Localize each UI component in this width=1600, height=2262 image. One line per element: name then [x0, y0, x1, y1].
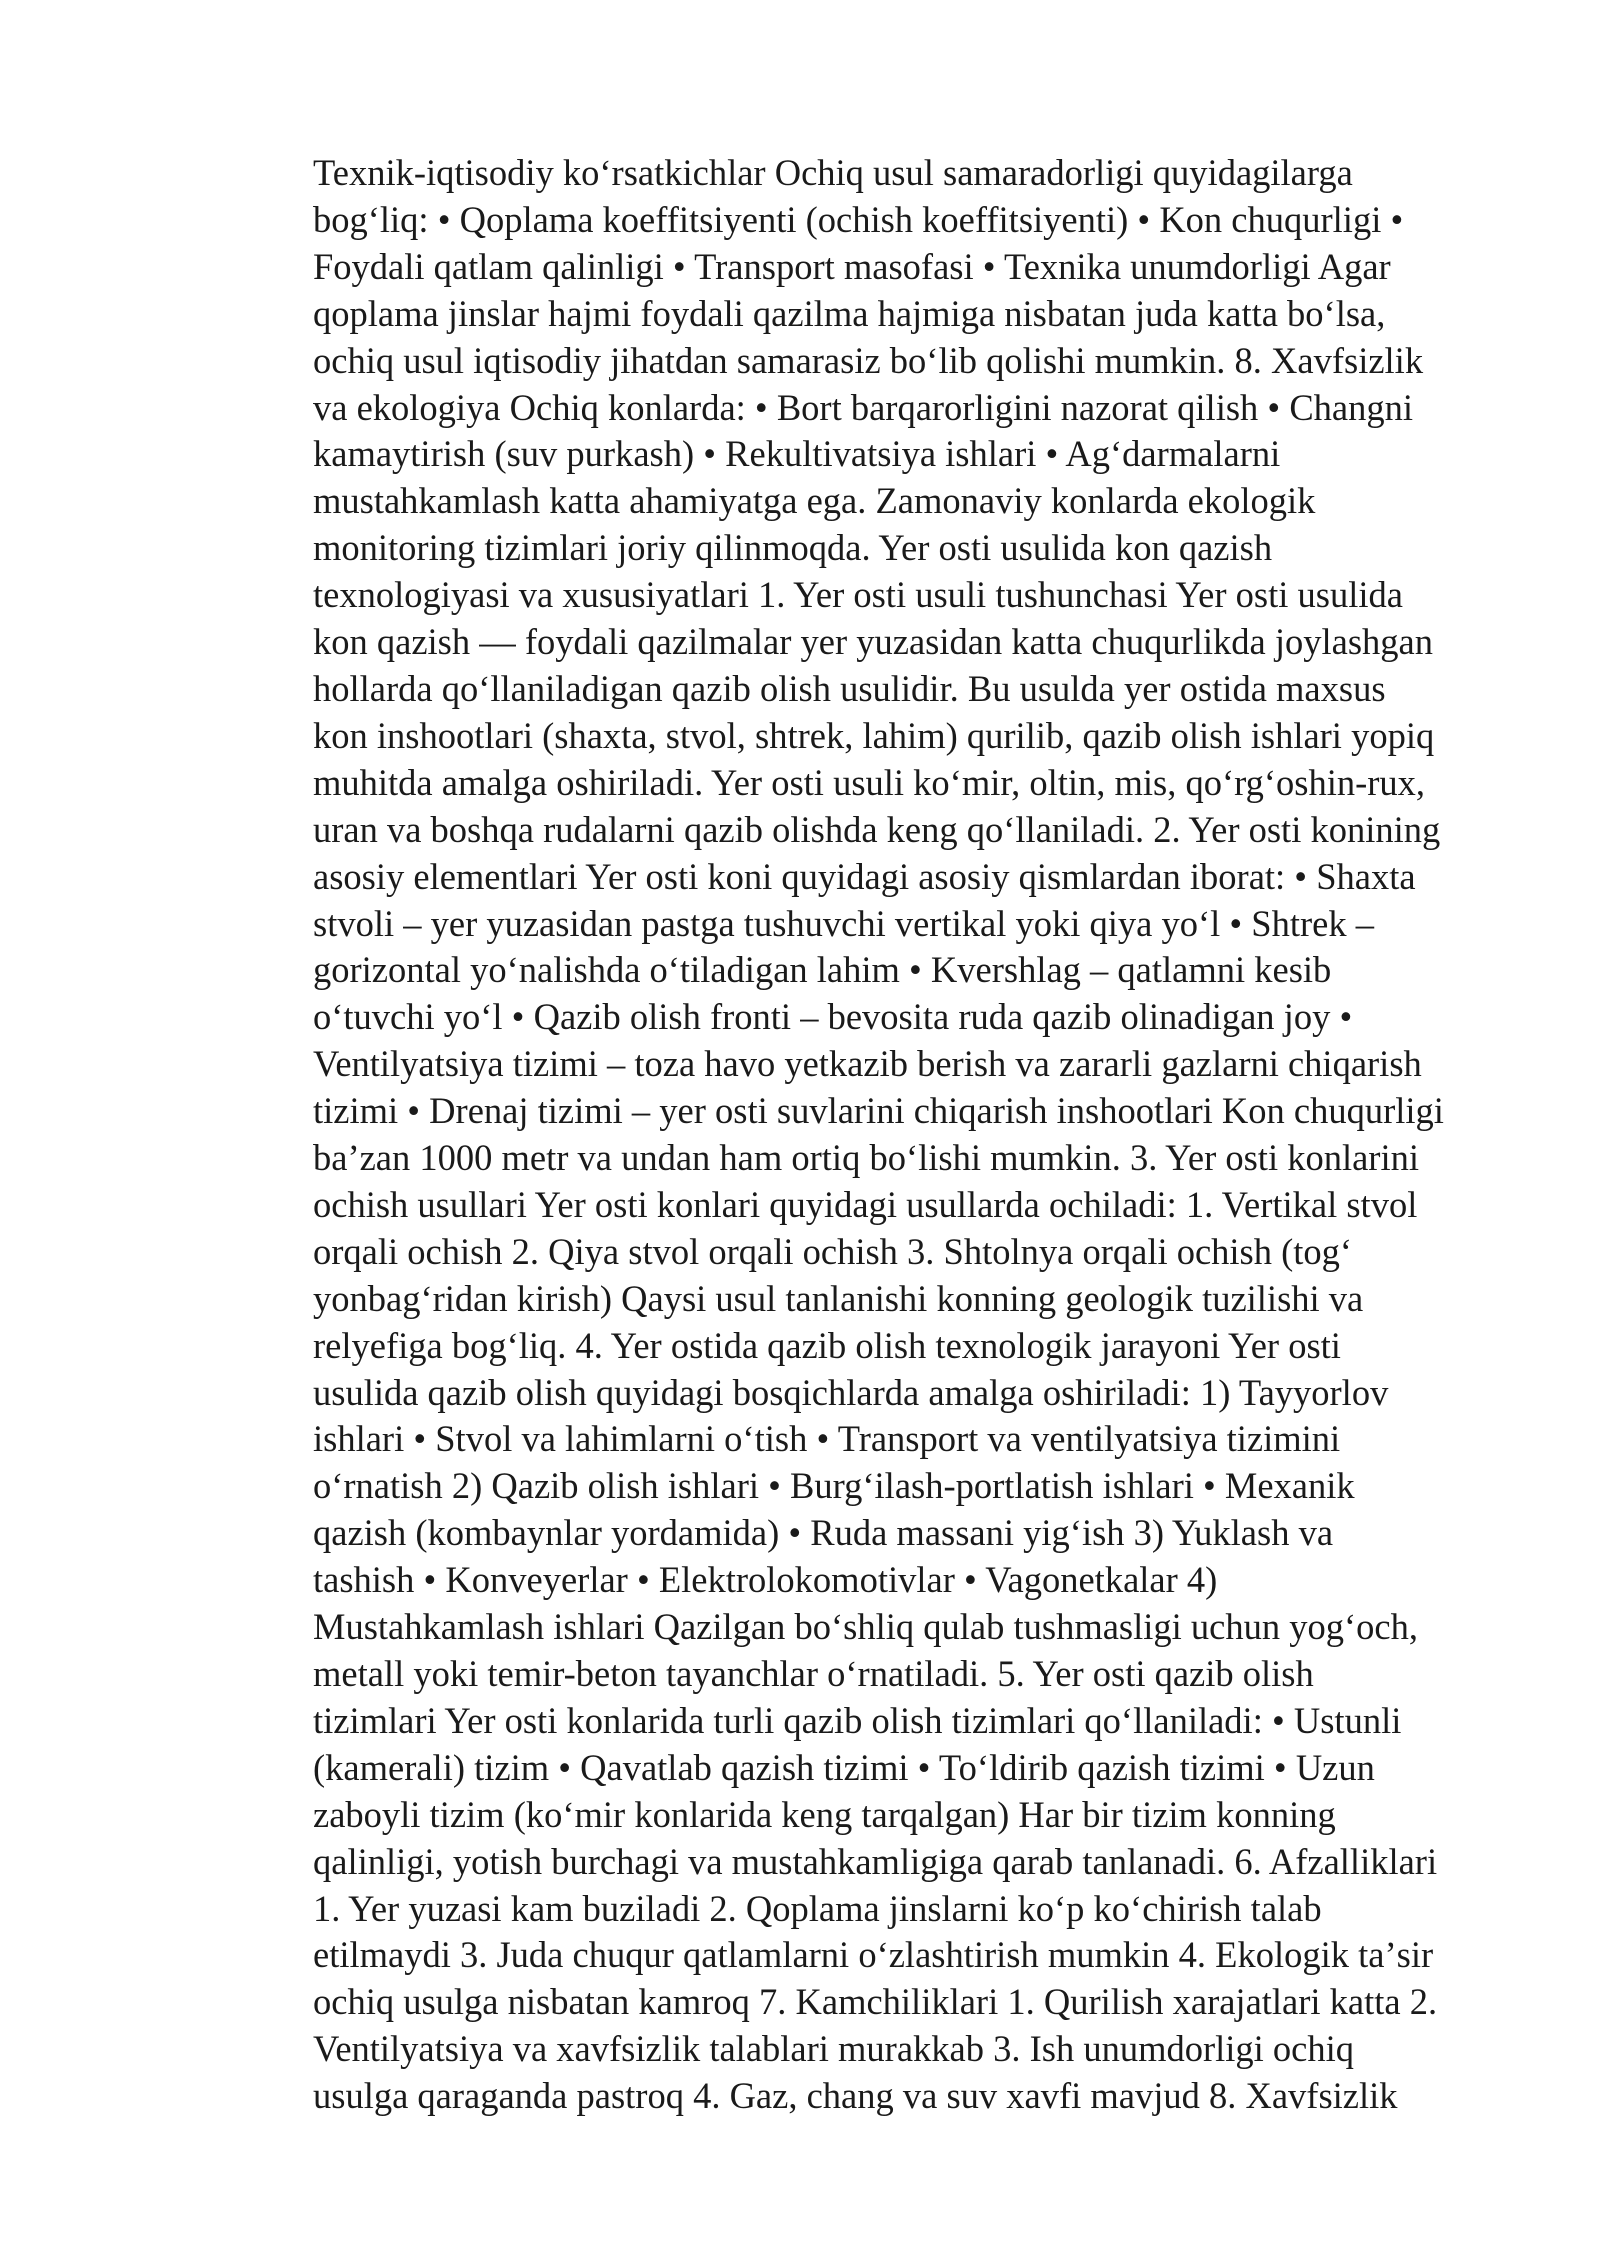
text-line: tizimlari Yer osti konlarida turli qazib olish tizimlari qoʻllaniladi: • Ustunli: [313, 1699, 1402, 1741]
text-line: texnologiyasi va xususiyatlari 1. Yer osti usuli tushunchasi Yer osti usulida: [313, 574, 1403, 616]
text-line: etilmaydi 3. Juda chuqur qatlamlarni oʻzlashtirish mumkin 4. Ekologik taʼsir: [313, 1934, 1434, 1976]
text-line: ishlari • Stvol va lahimlarni oʻtish • Transport va ventilyatsiya tizimini: [313, 1418, 1341, 1460]
text-line: muhitda amalga oshiriladi. Yer osti usuli koʻmir, oltin, mis, qoʻrgʻoshin-rux,: [313, 761, 1426, 803]
text-line: qazish (kombaynlar yordamida) • Ruda massani yigʻish 3) Yuklash va: [313, 1512, 1334, 1554]
text-line: asosiy elementlari Yer osti koni quyidagi asosiy qismlardan iborat: • Shaxta: [313, 855, 1416, 897]
text-line: bogʻliq: • Qoplama koeffitsiyenti (ochish koeffitsiyenti) • Kon chuqurligi •: [313, 198, 1404, 240]
text-line: oʻtuvchi yoʻl • Qazib olish fronti – bevosita ruda qazib olinadigan joy •: [313, 996, 1353, 1038]
text-line: usulga qaraganda pastroq 4. Gaz, chang va suv xavfi mavjud 8. Xavfsizlik: [313, 2075, 1398, 2117]
text-line: 1. Yer yuzasi kam buziladi 2. Qoplama jinslarni koʻp koʻchirish talab: [313, 1887, 1322, 1929]
text-line: yonbagʻridan kirish) Qaysi usul tanlanishi konning geologik tuzilishi va: [313, 1277, 1364, 1319]
text-line: ochiq usulga nisbatan kamroq 7. Kamchiliklari 1. Qurilish xarajatlari katta 2.: [313, 1981, 1438, 2023]
text-line: metall yoki temir-beton tayanchlar oʻrnatiladi. 5. Yer osti qazib olish: [313, 1653, 1314, 1694]
body-paragraph: [313, 150, 1493, 2120]
text-line: zaboyli tizim (koʻmir konlarida keng tarqalgan) Har bir tizim konning: [313, 1793, 1336, 1835]
text-line: kamaytirish (suv purkash) • Rekultivatsiya ishlari • Agʻdarmalarni: [313, 433, 1281, 475]
text-line: hollarda qoʻllaniladigan qazib olish usulidir. Bu usulda yer ostida maxsus: [313, 667, 1386, 709]
text-line: monitoring tizimlari joriy qilinmoqda. Yer osti usulida kon qazish: [313, 527, 1273, 569]
text-line: tashish • Konveyerlar • Elektrolokomotivlar • Vagonetkalar 4): [313, 1559, 1218, 1601]
text-line: Mustahkamlash ishlari Qazilgan boʻshliq qulab tushmasligi uchun yogʻoch,: [313, 1606, 1418, 1648]
text-line: gorizontal yoʻnalishda oʻtiladigan lahim • Kvershlag – qatlamni kesib: [313, 949, 1332, 991]
text-line: va ekologiya Ochiq konlarda: • Bort barqarorligini nazorat qilish • Changni: [313, 386, 1414, 428]
text-line: Ventilyatsiya va xavfsizlik talablari murakkab 3. Ish unumdorligi ochiq: [313, 2028, 1355, 2070]
text-line: stvoli – yer yuzasidan pastga tushuvchi vertikal yoki qiya yoʻl • Shtrek –: [313, 902, 1374, 944]
text-line: usulida qazib olish quyidagi bosqichlarda amalga oshiriladi: 1) Tayyorlov: [313, 1371, 1389, 1413]
text-line: tizimi • Drenaj tizimi – yer osti suvlarini chiqarish inshootlari Kon chuqurligi: [313, 1090, 1444, 1132]
text-line: oʻrnatish 2) Qazib olish ishlari • Burgʻilash-portlatish ishlari • Mexanik: [313, 1465, 1355, 1507]
text-line: mustahkamlash katta ahamiyatga ega. Zamonaviy konlarda ekologik: [313, 480, 1316, 522]
text-line: Texnik-iqtisodiy koʻrsatkichlar Ochiq usul samaradorligi quyidagilarga: [313, 152, 1353, 193]
text-line: orqali ochish 2. Qiya stvol orqali ochish 3. Shtolnya orqali ochish (togʻ: [313, 1230, 1353, 1272]
text-line: (kamerali) tizim • Qavatlab qazish tizimi • Toʻldirib qazish tizimi • Uzun: [313, 1746, 1375, 1788]
text-line: qoplama jinslar hajmi foydali qazilma hajmiga nisbatan juda katta boʻlsa,: [313, 292, 1386, 334]
text-line: uran va boshqa rudalarni qazib olishda keng qoʻllaniladi. 2. Yer osti konining: [313, 808, 1441, 850]
text-line: kon inshootlari (shaxta, stvol, shtrek, lahim) qurilib, qazib olish ishlari yopiq: [313, 714, 1435, 756]
text-line: Foydali qatlam qalinligi • Transport masofasi • Texnika unumdorligi Agar: [313, 245, 1391, 287]
text-line: kon qazish — foydali qazilmalar yer yuzasidan katta chuqurlikda joylashgan: [313, 621, 1433, 663]
text-line: baʼzan 1000 metr va undan ham ortiq boʻlishi mumkin. 3. Yer osti konlarini: [313, 1137, 1419, 1179]
text-line: Ventilyatsiya tizimi – toza havo yetkazib berish va zararli gazlarni chiqarish: [313, 1043, 1422, 1085]
text-line: relyefiga bogʻliq. 4. Yer ostida qazib olish texnologik jarayoni Yer osti: [313, 1324, 1341, 1366]
text-line: ochiq usul iqtisodiy jihatdan samarasiz boʻlib qolishi mumkin. 8. Xavfsizlik: [313, 339, 1424, 381]
text-line: ochish usullari Yer osti konlari quyidagi usullarda ochiladi: 1. Vertikal stvol: [313, 1183, 1418, 1225]
text-line: qalinligi, yotish burchagi va mustahkamligiga qarab tanlanadi. 6. Afzalliklari: [313, 1840, 1438, 1882]
